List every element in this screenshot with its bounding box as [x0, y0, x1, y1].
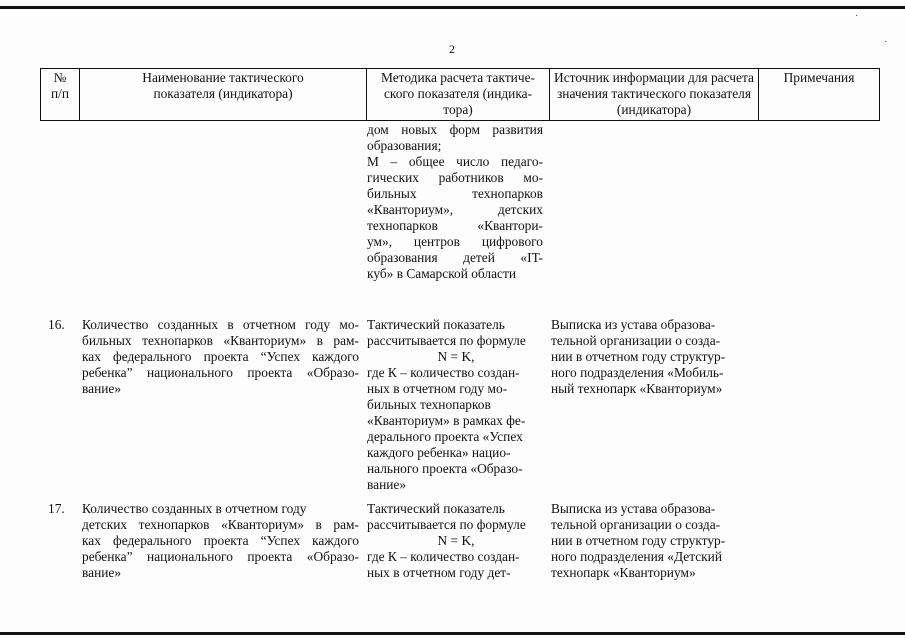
- text-line: ных в отчетном году мо-: [367, 381, 508, 396]
- header-method: Методика расчета тактиче- ского показателя (индика- тора): [367, 69, 550, 121]
- text-line: бильных технопарков «Кванториум» в рам-: [82, 333, 359, 348]
- text-line: технопарков «Квантори-: [367, 218, 543, 233]
- text-line: Количество созданных в отчетном году: [82, 501, 307, 516]
- text-line: ках федерального проекта “Успех каждого: [82, 533, 359, 548]
- text-line: где К – количество создан-: [367, 365, 520, 380]
- continuation-cell: [367, 122, 543, 282]
- text-line: гических работников мо-: [367, 170, 543, 185]
- text-line: рассчитывается по формуле: [367, 333, 526, 348]
- text-line: бильных технопарков: [367, 186, 543, 201]
- row-source: [551, 501, 756, 581]
- text-line: нии в отчетном году структур-: [551, 349, 726, 364]
- text-line: образования детей «IT-: [367, 250, 543, 265]
- page-number: 2: [449, 42, 455, 56]
- row-method: [367, 501, 545, 581]
- text-line: «Кванториум», детских: [367, 202, 543, 217]
- scan-speck: ˙: [884, 40, 888, 51]
- text-line: вание»: [82, 381, 122, 396]
- text-line: каждого ребенка» нацио-: [367, 445, 511, 460]
- text-line: дом новых форм развития: [367, 122, 543, 137]
- text-line: нального проекта «Образо-: [367, 461, 523, 476]
- text-line: Количество созданных в отчетном году мо-: [82, 317, 359, 332]
- header-notes: Примечания: [759, 69, 880, 121]
- text-line: «Кванториум» в рамках фе-: [367, 413, 526, 428]
- header-name: Наименование тактического показателя (индикатора): [80, 69, 367, 121]
- row-method: [367, 317, 545, 493]
- text-line: детских технопарков «Кванториум» в рам-: [82, 517, 359, 532]
- formula: N = K,: [437, 349, 475, 364]
- row-name: [82, 501, 359, 581]
- text-line: технопарк «Кванториум»: [551, 565, 696, 580]
- text-line: тельной организации о созда-: [551, 333, 721, 348]
- scan-speck: ˙: [855, 14, 859, 25]
- page-top-border: [0, 6, 905, 9]
- text-line: Тактический показатель: [367, 501, 505, 516]
- text-line: ных в отчетном году дет-: [367, 565, 511, 580]
- text-line: Выписка из устава образова-: [551, 501, 716, 516]
- text-line: ках федерального проекта “Успех каждого: [82, 349, 359, 364]
- text-line: образования;: [367, 138, 442, 153]
- text-line: нии в отчетном году структур-: [551, 533, 726, 548]
- text-line: М – общее число педаго-: [367, 154, 543, 169]
- text-line: вание»: [82, 565, 122, 580]
- text-line: рассчитывается по формуле: [367, 517, 526, 532]
- text-line: ребенка” национального проекта «Образо-: [82, 365, 359, 380]
- text-line: ного подразделения «Мобиль-: [551, 365, 724, 380]
- text-line: ный технопарк «Кванториум»: [551, 381, 723, 396]
- text-line: ум», центров цифрового: [367, 234, 543, 249]
- table-header: [40, 68, 880, 121]
- row-source: [551, 317, 756, 397]
- text-line: ного подразделения «Детский: [551, 549, 722, 564]
- header-source: Источник информации для расчета значения тактического показателя (индикатора): [550, 69, 759, 121]
- text-line: дерального проекта «Успех: [367, 429, 523, 444]
- text-line: Тактический показатель: [367, 317, 505, 332]
- text-line: куб» в Самарской области: [367, 266, 516, 281]
- row-number: 17.: [48, 501, 65, 516]
- text-line: вание»: [367, 477, 407, 492]
- text-line: бильных технопарков: [367, 397, 491, 412]
- header-number: № п/п: [41, 69, 80, 121]
- text-line: ребенка” национального проекта «Образо-: [82, 549, 359, 564]
- row-number: 16.: [48, 317, 65, 332]
- page-bottom-border: [0, 632, 905, 635]
- text-line: Выписка из устава образова-: [551, 317, 716, 332]
- formula: N = K,: [437, 533, 475, 548]
- text-line: тельной организации о созда-: [551, 517, 721, 532]
- row-name: [82, 317, 359, 397]
- text-line: где К – количество создан-: [367, 549, 520, 564]
